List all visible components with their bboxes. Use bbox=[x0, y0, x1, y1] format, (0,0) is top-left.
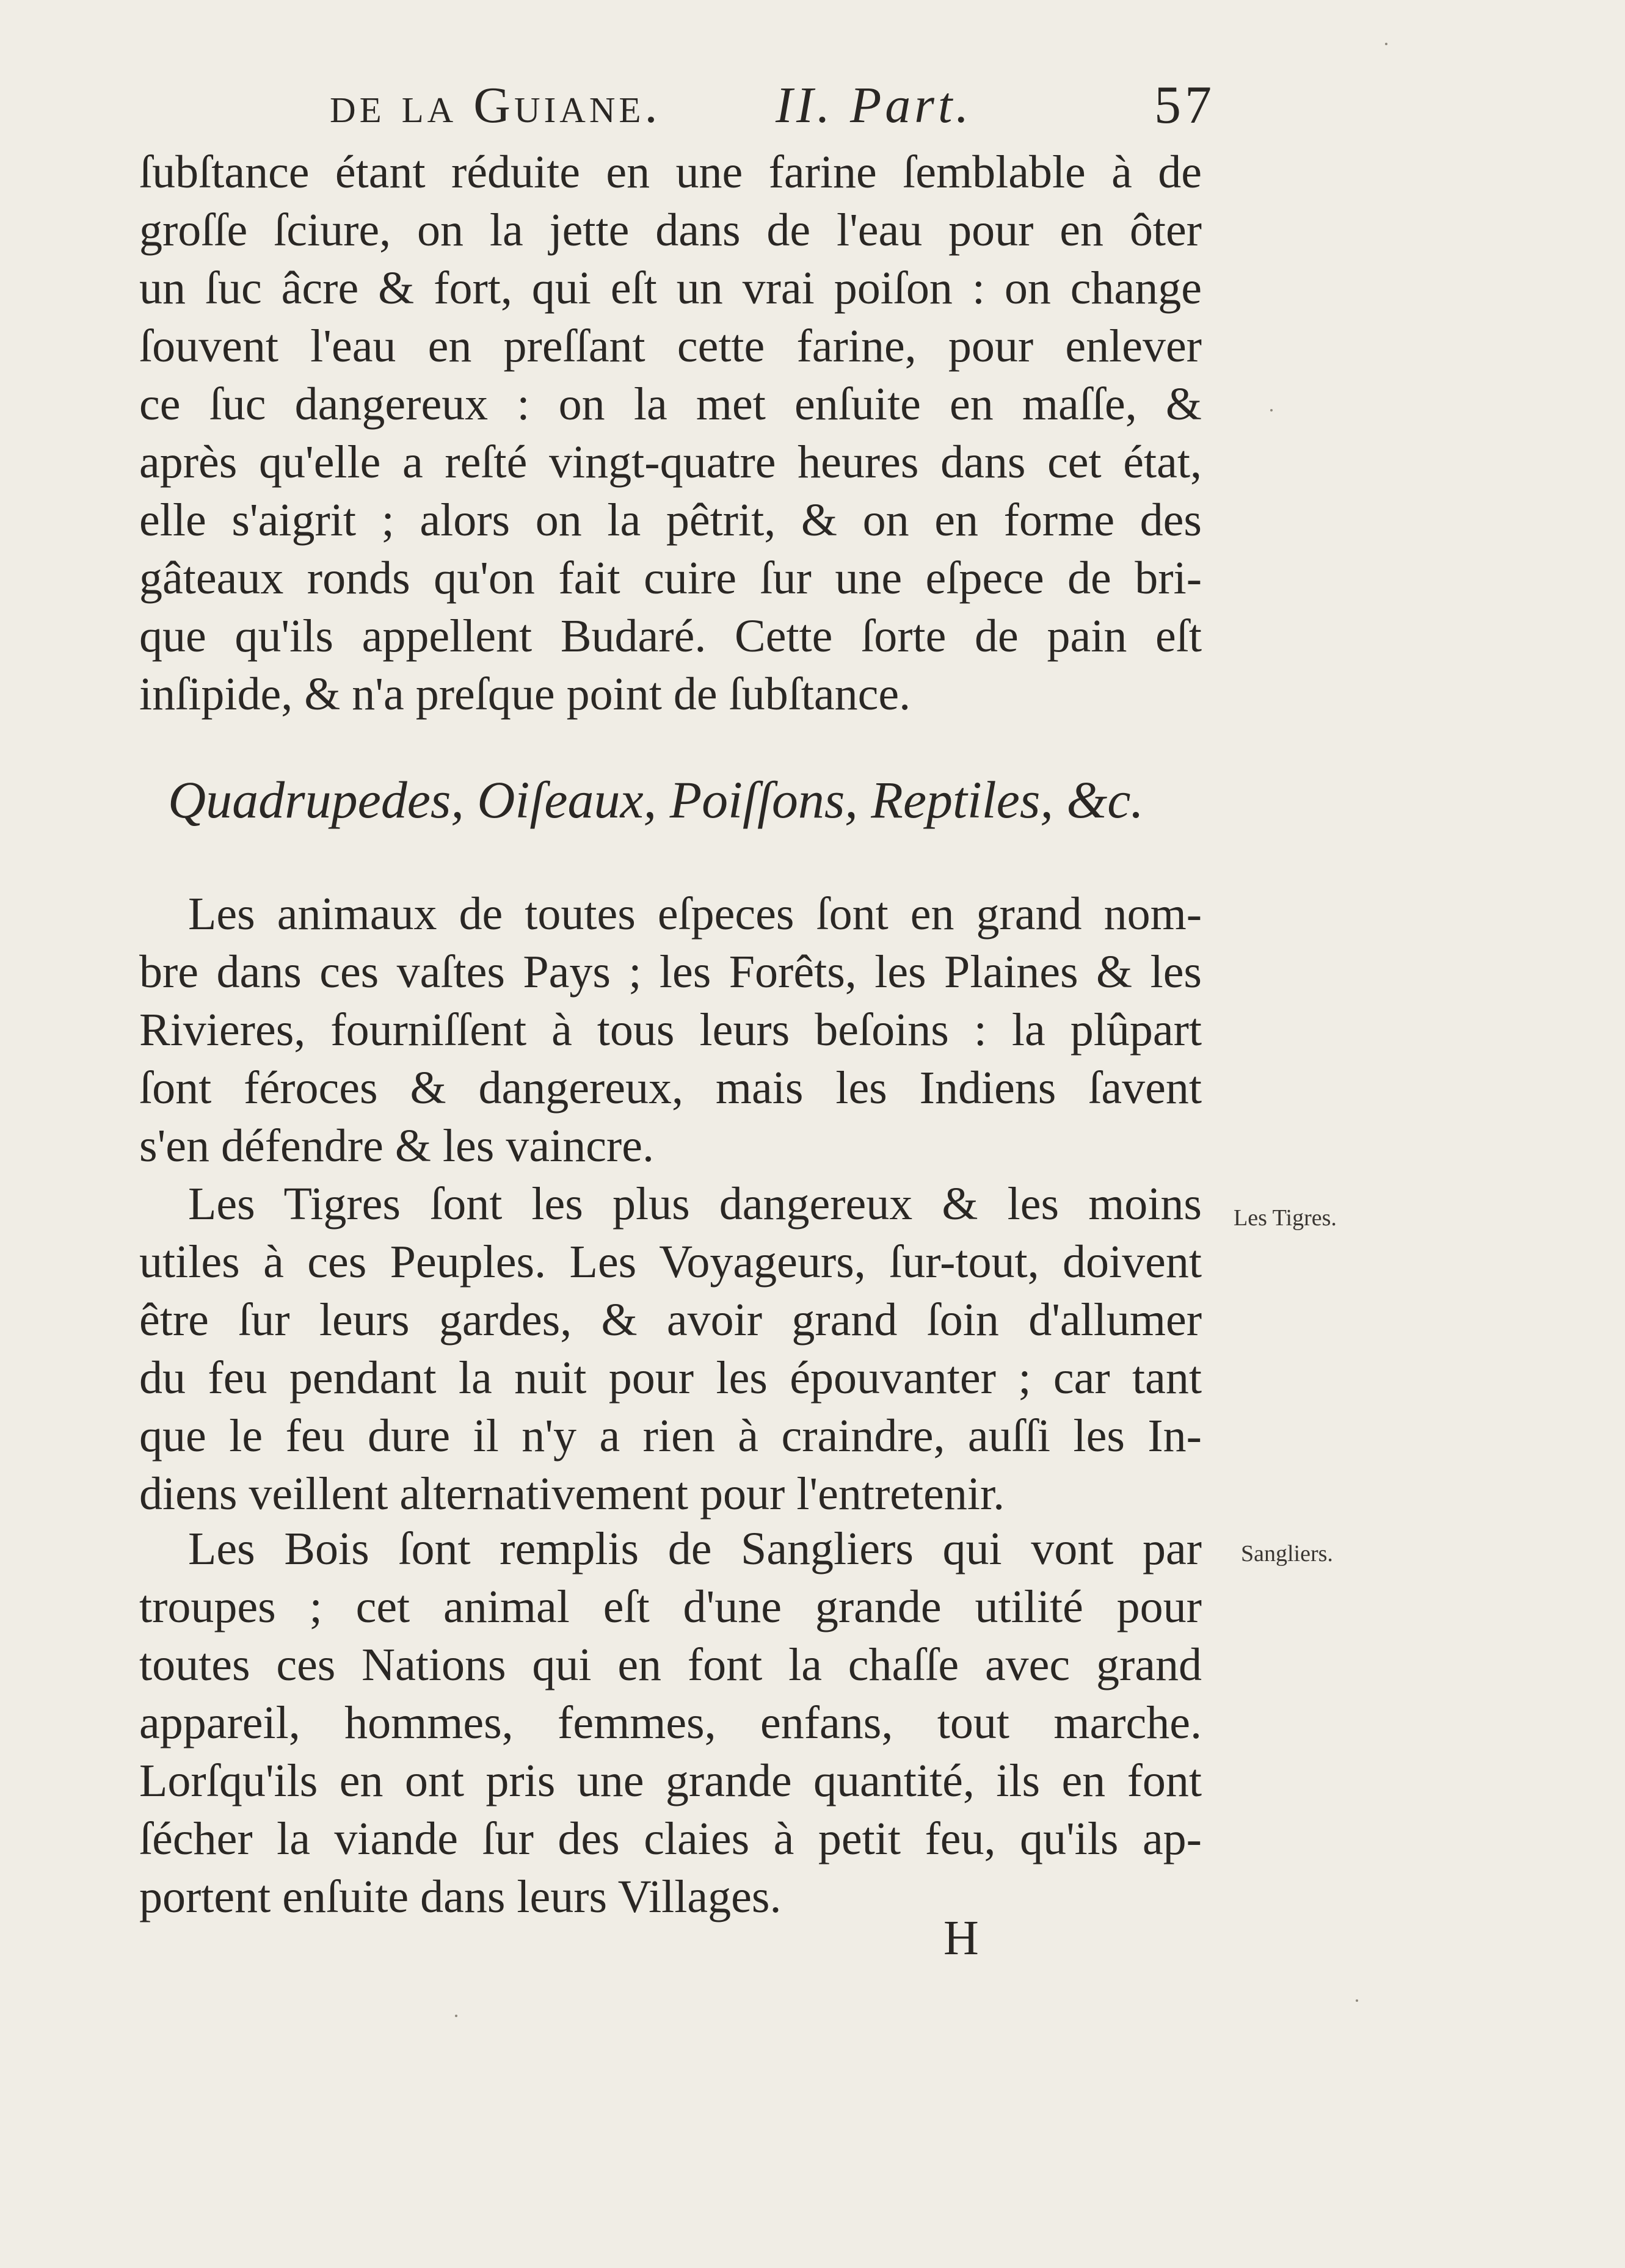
text-line: Rivieres, fourniſſent à tous leurs beſoins : la plûpart bbox=[139, 1004, 1202, 1056]
paragraph-boars bbox=[139, 1520, 1202, 1926]
paper-speck bbox=[455, 2015, 457, 2017]
text-line: que le feu dure il n'y a rien à craindre, auſſi les In- bbox=[139, 1410, 1202, 1462]
text-line: ſécher la viande ſur des claies à petit feu, qu'ils ap- bbox=[139, 1813, 1202, 1864]
text-line: appareil, hommes, femmes, enfans, tout marche. bbox=[139, 1697, 1202, 1748]
signature-mark: H bbox=[943, 1911, 979, 1965]
text-line: inſipide, & n'a preſque point de ſubſtance. bbox=[139, 668, 911, 720]
text-line: que qu'ils appellent Budaré. Cette ſorte de pain eſt bbox=[139, 610, 1202, 662]
text-line: toutes ces Nations qui en font la chaſſe avec grand bbox=[139, 1639, 1202, 1690]
paper-speck bbox=[1270, 409, 1273, 411]
text-line: être ſur leurs gardes, & avoir grand ſoin d'allumer bbox=[139, 1294, 1202, 1346]
text-line: elle s'aigrit ; alors on la pêtrit, & on en forme des bbox=[139, 495, 1202, 546]
text-line: Les animaux de toutes eſpeces ſont en grand nom- bbox=[188, 888, 1202, 940]
text-line: utiles à ces Peuples. Les Voyageurs, ſur-tout, doivent bbox=[139, 1236, 1202, 1288]
paragraph-tigers bbox=[139, 1175, 1202, 1523]
text-line: un ſuc âcre & fort, qui eſt un vrai poiſon : on change bbox=[139, 263, 1202, 314]
text-line: troupes ; cet animal eſt d'une grande utilité pour bbox=[139, 1581, 1202, 1632]
text-line: diens veillent alternativement pour l'entretenir. bbox=[139, 1468, 1005, 1520]
text-line: après qu'elle a reſté vingt-quatre heures dans cet état, bbox=[139, 437, 1202, 488]
text-line: ce ſuc dangereux : on la met enſuite en maſſe, & bbox=[139, 379, 1202, 430]
running-head-title: de la Guiane. bbox=[330, 77, 661, 134]
paper-speck bbox=[1356, 1999, 1358, 2002]
running-head-part: II. Part. bbox=[776, 77, 973, 134]
text-line: gâteaux ronds qu'on fait cuire ſur une eſpece de bri- bbox=[139, 553, 1202, 604]
text-line: Les Bois ſont remplis de Sangliers qui vont par bbox=[188, 1523, 1202, 1574]
text-line: bre dans ces vaſtes Pays ; les Forêts, les Plaines & les bbox=[139, 946, 1202, 998]
margin-note-sangliers: Sangliers. bbox=[1241, 1541, 1333, 1567]
text-line: ſont féroces & dangereux, mais les Indiens ſavent bbox=[139, 1062, 1202, 1114]
text-line: s'en défendre & les vaincre. bbox=[139, 1120, 654, 1172]
text-line: Lorſqu'ils en ont pris une grande quantité, ils en font bbox=[139, 1755, 1202, 1806]
running-head bbox=[330, 72, 1215, 139]
margin-note-tigres: Les Tigres. bbox=[1234, 1205, 1337, 1231]
paragraph-animals bbox=[139, 885, 1202, 1175]
text-line: Les Tigres ſont les plus dangereux & les moins bbox=[188, 1178, 1202, 1230]
text-line: ſouvent l'eau en preſſant cette farine, pour enlever bbox=[139, 321, 1202, 372]
page-number: 57 bbox=[1154, 76, 1215, 135]
text-line: ſubſtance étant réduite en une farine ſemblable à de bbox=[139, 147, 1202, 198]
paper-speck bbox=[1385, 43, 1387, 45]
text-line: du feu pendant la nuit pour les épouvanter ; car tant bbox=[139, 1352, 1202, 1404]
section-heading: Quadrupedes, Oiſeaux, Poiſſons, Reptiles, &c. bbox=[168, 770, 1144, 829]
text-line: portent enſuite dans leurs Villages. bbox=[139, 1871, 782, 1922]
paragraph-cassava bbox=[139, 143, 1202, 723]
text-line: groſſe ſciure, on la jette dans de l'eau pour en ôter bbox=[139, 205, 1202, 256]
